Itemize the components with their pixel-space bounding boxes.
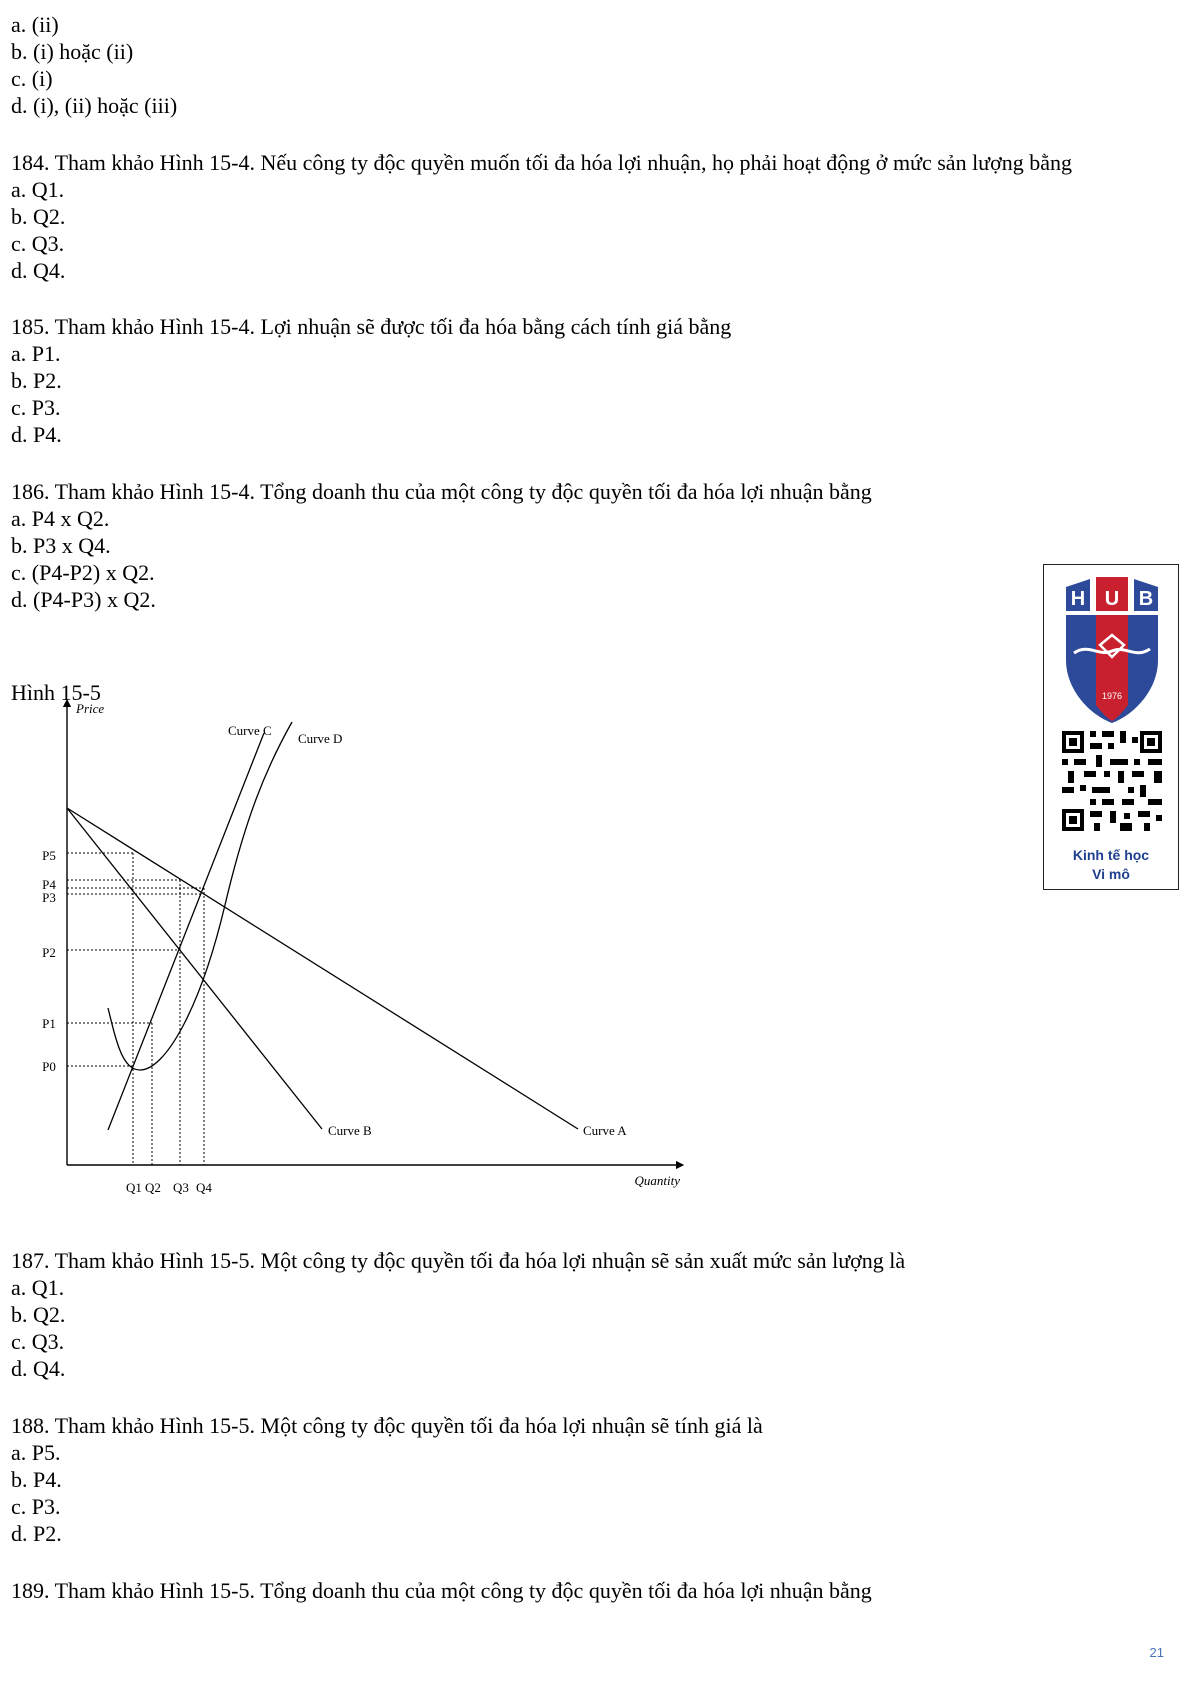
- q187-option-c: c. Q3.: [11, 1329, 65, 1354]
- question-187: 187. Tham khảo Hình 15-5. Một công ty độc quyền tối đa hóa lợi nhuận sẽ sản xuất mức sản lượng là: [11, 1248, 906, 1273]
- logo-letter-h: H: [1070, 588, 1086, 610]
- page-number: 21: [1149, 1645, 1164, 1660]
- x-tick-q2: Q2: [145, 1180, 161, 1195]
- q184-option-d: d. Q4.: [11, 258, 66, 283]
- logo-year: 1976: [1101, 691, 1123, 701]
- hub-logo-and-qr: [1044, 565, 1180, 891]
- qr-code: [1062, 731, 1162, 831]
- x-tick-q3: Q3: [173, 1180, 189, 1195]
- q186-option-c: c. (P4-P2) x Q2.: [11, 560, 155, 585]
- q188-option-b: b. P4.: [11, 1467, 62, 1492]
- curve-c: [108, 733, 264, 1130]
- option-d-prev: d. (i), (ii) hoặc (iii): [11, 93, 178, 118]
- q184-option-b: b. Q2.: [11, 204, 66, 229]
- curve-b-label: Curve B: [328, 1123, 372, 1138]
- q184-option-a: a. Q1.: [11, 177, 65, 202]
- option-b-prev: b. (i) hoặc (ii): [11, 39, 134, 64]
- figure-15-5-chart: [0, 700, 700, 1200]
- logo-letter-u: U: [1104, 588, 1120, 610]
- q186-option-a: a. P4 x Q2.: [11, 506, 110, 531]
- q187-option-a: a. Q1.: [11, 1275, 65, 1300]
- q185-option-c: c. P3.: [11, 395, 61, 420]
- q185-option-b: b. P2.: [11, 368, 62, 393]
- curve-a: [67, 808, 578, 1129]
- hub-qr-card: [1043, 564, 1179, 890]
- q187-option-d: d. Q4.: [11, 1356, 66, 1381]
- y-tick-p3: P3: [42, 890, 56, 905]
- figure-title: Hình 15-5: [11, 680, 101, 705]
- y-tick-p5: P5: [42, 848, 56, 863]
- y-tick-p1: P1: [42, 1016, 56, 1031]
- q185-option-a: a. P1.: [11, 341, 61, 366]
- card-subject-line2: Vi mô: [1092, 866, 1130, 882]
- y-tick-p0: P0: [42, 1059, 56, 1074]
- q185-option-d: d. P4.: [11, 422, 62, 447]
- q188-option-a: a. P5.: [11, 1440, 61, 1465]
- y-tick-p4: P4: [42, 877, 56, 892]
- question-186: 186. Tham khảo Hình 15-4. Tổng doanh thu của một công ty độc quyền tối đa hóa lợi nhuận bằng: [11, 479, 872, 504]
- curve-b: [67, 808, 322, 1129]
- y-tick-p2: P2: [42, 945, 56, 960]
- hub-shield-logo: [1066, 577, 1158, 723]
- q188-option-c: c. P3.: [11, 1494, 61, 1519]
- question-184: 184. Tham khảo Hình 15-4. Nếu công ty độc quyền muốn tối đa hóa lợi nhuận, họ phải hoạt động ở mức sản lượng bằng: [11, 150, 1073, 175]
- question-188: 188. Tham khảo Hình 15-5. Một công ty độc quyền tối đa hóa lợi nhuận sẽ tính giá là: [11, 1413, 763, 1438]
- question-189: 189. Tham khảo Hình 15-5. Tổng doanh thu của một công ty độc quyền tối đa hóa lợi nhuận bằng: [11, 1578, 872, 1603]
- x-tick-q1: Q1: [126, 1180, 142, 1195]
- curve-a-label: Curve A: [583, 1123, 627, 1138]
- logo-letter-b: B: [1138, 588, 1154, 610]
- x-axis-label: Quantity: [634, 1173, 680, 1188]
- option-c-prev: c. (i): [11, 66, 53, 91]
- q184-option-c: c. Q3.: [11, 231, 65, 256]
- option-a-prev: a. (ii): [11, 12, 59, 37]
- card-subject-line1: Kinh tế học: [1072, 847, 1150, 863]
- x-tick-q4: Q4: [196, 1180, 212, 1195]
- q186-option-d: d. (P4-P3) x Q2.: [11, 587, 156, 612]
- curve-d-label: Curve D: [298, 731, 343, 746]
- curve-c-label: Curve C: [228, 723, 272, 738]
- y-axis-label: Price: [76, 701, 105, 716]
- q186-option-b: b. P3 x Q4.: [11, 533, 111, 558]
- q188-option-d: d. P2.: [11, 1521, 62, 1546]
- q187-option-b: b. Q2.: [11, 1302, 66, 1327]
- question-185: 185. Tham khảo Hình 15-4. Lợi nhuận sẽ được tối đa hóa bằng cách tính giá bằng: [11, 314, 732, 339]
